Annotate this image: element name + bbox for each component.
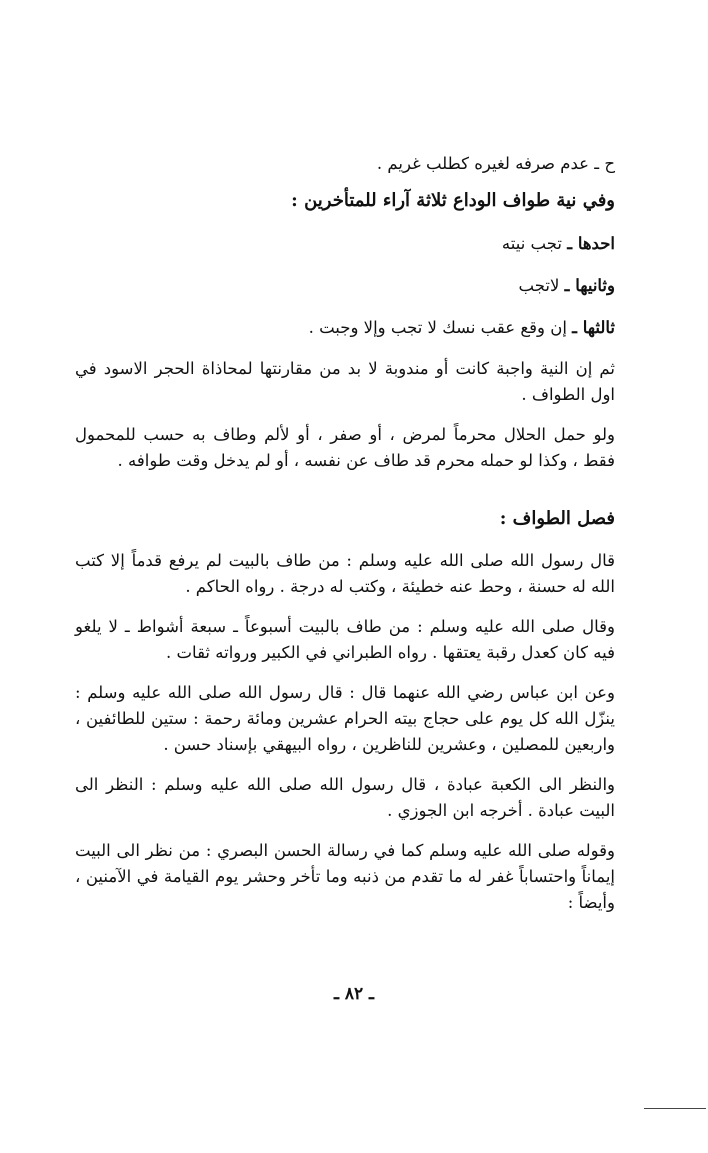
view-item-2	[75, 272, 615, 300]
section-title: فصل الطواف :	[499, 508, 615, 529]
view-item-1	[75, 230, 615, 258]
paragraph-carry: ولو حمل الحلال محرماً لمرض ، أو صفر ، أو لألم وطاف به حسب للمحمول فقط ، وكذا لو حمله محرم قد طاف عن نفسه ، أو لم يدخل وقت طوافه .	[75, 425, 615, 470]
paragraph-hadith-3: وعن ابن عباس رضي الله عنهما قال : قال رسول الله صلى الله عليه وسلم : ينزّل الله كل يوم على حجاج بيته الحرام عشرين ومائة رحمة : ستين للطائفين ، واربعين للمصلين ، وعشرين للناظرين ، رواه البيهقي بإسناد حسن .	[75, 683, 615, 754]
view-label-3: ثالثها ـ	[572, 318, 615, 337]
view-text-1: تجب نيته	[501, 234, 568, 253]
view-label-1: احدها ـ	[567, 234, 615, 253]
page-number: ـ ٨٢ ـ	[333, 984, 375, 1004]
view-item-3	[75, 314, 615, 342]
paragraph-hadith-5: وقوله صلى الله عليه وسلم كما في رسالة الحسن البصري : من نظر الى البيت إيماناً واحتساباً غفر له ما تقدم من ذنبه وما تأخر وحشر يوم القيامة في الآمنين ، وأيضاً :	[75, 841, 615, 912]
footer-rule	[644, 1108, 706, 1109]
text-line-h: ح ـ عدم صرفه لغيره كطلب غريم .	[376, 154, 615, 173]
view-text-3: إن وقع عقب نسك لا تجب وإلا وجبت .	[308, 318, 573, 337]
view-label-2: وثانيها ـ	[564, 276, 615, 295]
page-body	[75, 150, 615, 916]
heading-views: وفي نية طواف الوداع ثلاثة آراء للمتأخرين :	[291, 190, 615, 211]
paragraph-hadith-1: قال رسول الله صلى الله عليه وسلم : من طاف بالبيت لم يرفع قدماً إلا كتب الله له حسنة ، وحط عنه خطيئة ، وكتب له درجة . رواه الحاكم .	[75, 551, 615, 596]
paragraph-niyya: ثم إن النية واجبة كانت أو مندوبة لا بد من مقارنتها لمحاذاة الحجر الاسود في اول الطواف .	[75, 359, 615, 404]
view-text-2: لاتجب	[518, 276, 565, 295]
paragraph-hadith-4: والنظر الى الكعبة عبادة ، قال رسول الله صلى الله عليه وسلم : النظر الى البيت عبادة . أخرجه ابن الجوزي .	[75, 775, 615, 820]
paragraph-hadith-2: وقال صلى الله عليه وسلم : من طاف بالبيت أسبوعاً ـ سبعة أشواط ـ لا يلغو فيه كان كعدل رقبة يعتقها . رواه الطبراني في الكبير ورواته ثقات .	[75, 617, 615, 662]
